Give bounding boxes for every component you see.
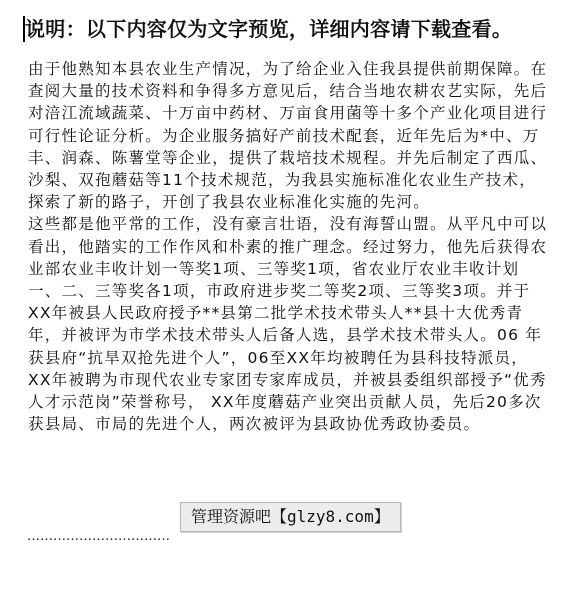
preview-notice: 说明：以下内容仅为文字预览，详细内容请下载查看。 [25,17,513,41]
watermark-stamp: 管理资源吧【glzy8.com】 [180,502,401,532]
document-body [28,58,548,435]
paragraph: 由于他熟知本县农业生产情况，为了给企业入住我县提供前期保障。在查阅大量的技术资料和争得多方意见后，结合当地农耕农艺实际，先后对涪江流域蔬菜、十万亩中药材、万亩食用菌等十多个产业化项目进行可行性论证分析。为企业服务搞好产前技术配套，近年先后为*中、万丰、润森、陈薯堂等企业，提供了栽培技术规程。并先后制定了西瓜、沙梨、双孢蘑菇等11个技术规范，为我县实施标准化农业生产技术，探索了新的路子，开创了我县农业标准化实施的先河。 [28,60,548,212]
paragraph: 这些都是他平常的工作，没有豪言壮语，没有海誓山盟。从平凡中可以看出，他踏实的工作作风和朴素的推广理念。经过努力，他先后获得农业部农业丰收计划一等奖1项、三等奖1项，省农业厅农业丰收计划一、二、三等奖各1项，市政府进步奖二等奖2项、三等奖3项。并于XX年被县人民政府授予**县第二批学术技术带头人**县十大优秀青年，并被评为市学术技术带头人后备人选，县学术技术带头人。06 年获县府“抗旱双抢先进个人”，06至XX年均被聘任为县科技特派员，XX年被聘为市现代农业专家团专家库成员，并被县委组织部授予“优秀人才示范岗”荣誉称号， XX年度蘑菇产业突出贡献人员，先后20多次获县局、市局的先进个人，两次被评为县政协优秀政协委员。 [28,215,548,434]
continuation-ellipsis: …………………………… [27,529,170,544]
